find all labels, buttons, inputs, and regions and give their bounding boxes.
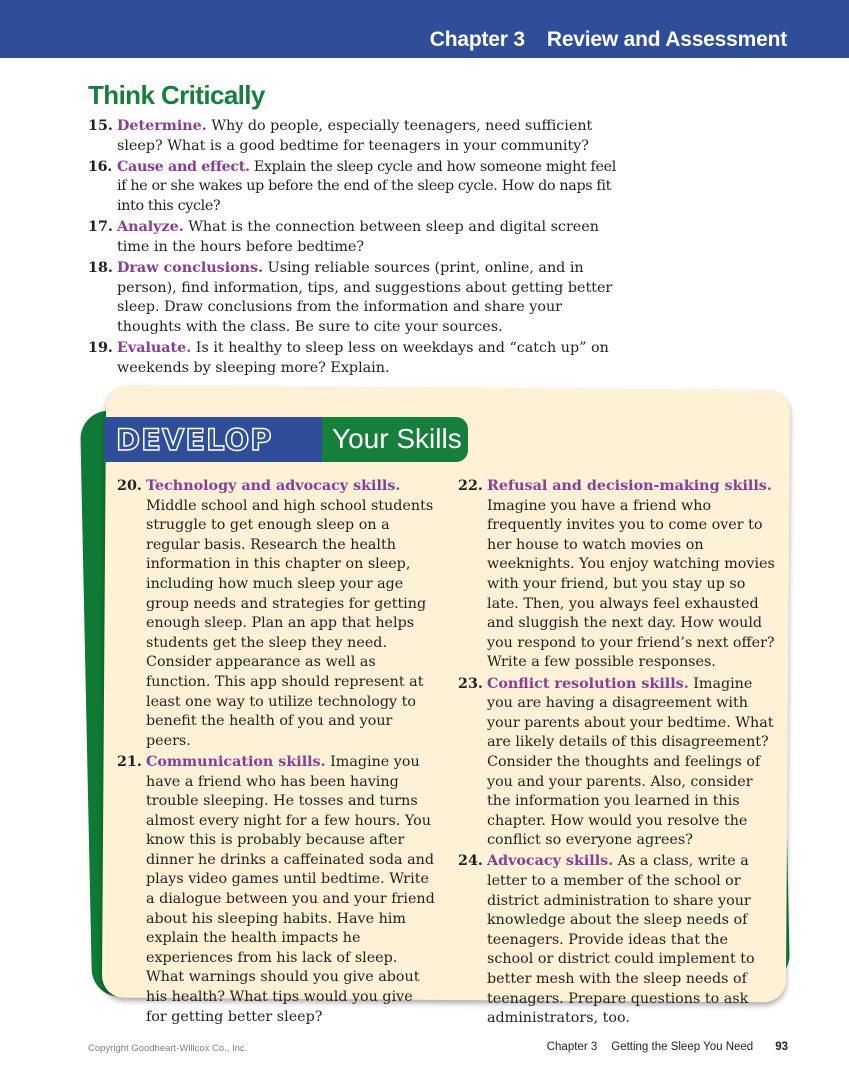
think-critically-heading: Think Critically — [88, 80, 265, 110]
question-number: 15. — [88, 118, 113, 134]
question-text: As a class, write a letter to a member of the school or district administration to share your knowledge about the sleep needs of teenagers. Provide ideas that the school or district could implement to better mesh with the sleep needs of teenagers. Prepare questions to ask administrators, too. — [487, 853, 755, 1027]
running-head — [430, 28, 787, 52]
question-text: Why do people, especially teenagers, need sufficient sleep? What is a good bedtime for teenagers in your community? — [117, 118, 593, 154]
question-18 — [88, 259, 628, 337]
question-text: Imagine you have a friend who frequently invites you to come over to her house to watch movies on weeknights. You enjoy watching movies with your friend, but you stay up so late. Then, you always feel exhausted and sluggish the next day. How would you respond to your friend’s next offer? Write a few possible responses. — [487, 497, 775, 671]
question-number: 21. — [117, 753, 142, 770]
question-text: What is the connection between sleep and digital screen time in the hours before bedtime? — [117, 219, 599, 255]
question-keyword: Communication skills. — [146, 753, 326, 770]
badge-develop-word: DEVELOP — [116, 423, 273, 457]
footer-chapter-label: Chapter 3 — [546, 1041, 598, 1053]
question-keyword: Refusal and decision-making skills. — [487, 478, 772, 494]
question-15 — [88, 117, 628, 156]
question-number: 20. — [117, 478, 142, 494]
skills-left-column — [117, 477, 435, 1029]
question-17 — [88, 218, 628, 257]
question-text: Is it healthy to sleep less on weekdays and “catch up” on weekends by sleeping more? Explain. — [117, 339, 609, 376]
question-number: 18. — [88, 259, 113, 276]
question-keyword: Draw conclusions. — [117, 259, 264, 276]
badge-your-skills: Your Skills — [332, 423, 462, 454]
question-number: 19. — [88, 339, 113, 356]
question-keyword: Advocacy skills. — [487, 853, 614, 870]
question-keyword: Analyze. — [117, 219, 184, 236]
question-22 — [458, 477, 776, 673]
question-text: Explain the sleep cycle and how someone might feel if he or she wakes up before the end of the sleep cycle. How do naps fit into this cycle? — [117, 158, 616, 214]
footer-copyright: Copyright Goodheart-Willcox Co., Inc. — [88, 1043, 248, 1054]
skills-right-column — [458, 477, 776, 1030]
question-number: 24. — [458, 853, 483, 870]
footer-running-foot — [547, 1041, 788, 1053]
question-keyword: Technology and advocacy skills. — [146, 478, 401, 494]
question-text: Middle school and high school students struggle to get enough sleep on a regular basis. Research the health information in this chapter on sleep, including how much sleep your age group needs and strategies for getting enough sleep. Plan an app that helps students get the sleep they need. Consider appearance as well as function. This app should represent at least one way to utilize technology to benefit the health of you and your peers. — [146, 497, 434, 749]
question-19 — [88, 339, 628, 378]
question-16 — [88, 158, 628, 217]
question-number: 23. — [458, 675, 483, 692]
question-number: 22. — [458, 478, 483, 494]
header-bar — [0, 0, 849, 58]
question-24 — [458, 852, 776, 1028]
question-text: Imagine you are having a disagreement with your parents about your bedtime. What are likely details of this disagreement? Consider the thoughts and feelings of you and your parents. Also, consider the information you learned in this chapter. How would you resolve the conflict so everyone agrees? — [487, 675, 774, 849]
think-critically-list — [88, 117, 628, 380]
question-keyword: Cause and effect. — [117, 158, 250, 175]
question-text: Using reliable sources (print, online, and in person), find information, tips, and suggestions about getting better sleep. Draw conclusions from the information and share your thoughts with the class. Be sure to cite your sources. — [117, 259, 613, 335]
question-number: 16. — [88, 158, 112, 175]
question-keyword: Evaluate. — [117, 339, 192, 356]
page-number: 93 — [775, 1041, 788, 1053]
question-keyword: Conflict resolution skills. — [487, 675, 689, 692]
chapter-label: Chapter 3 — [429, 28, 525, 51]
question-number: 17. — [88, 219, 113, 236]
question-text: Imagine you have a friend who has been having trouble sleeping. He tosses and turns almost every night for a few hours. You know this is probably because after dinner he drinks a caffeinated soda and plays video games until bedtime. Write a dialogue between you and your friend about his sleeping habits. Have him explain the health impacts he experiences from his lack of sleep. What warnings should you give about his health? What tips would you give for getting better sleep? — [146, 753, 435, 1025]
footer-chapter-title: Getting the Sleep You Need — [611, 1041, 754, 1053]
develop-skills-badge — [104, 417, 468, 462]
question-21 — [117, 753, 435, 1027]
section-title: Review and Assessment — [546, 28, 787, 51]
question-20 — [117, 477, 435, 751]
question-23 — [458, 675, 776, 851]
question-keyword: Determine. — [117, 118, 207, 134]
